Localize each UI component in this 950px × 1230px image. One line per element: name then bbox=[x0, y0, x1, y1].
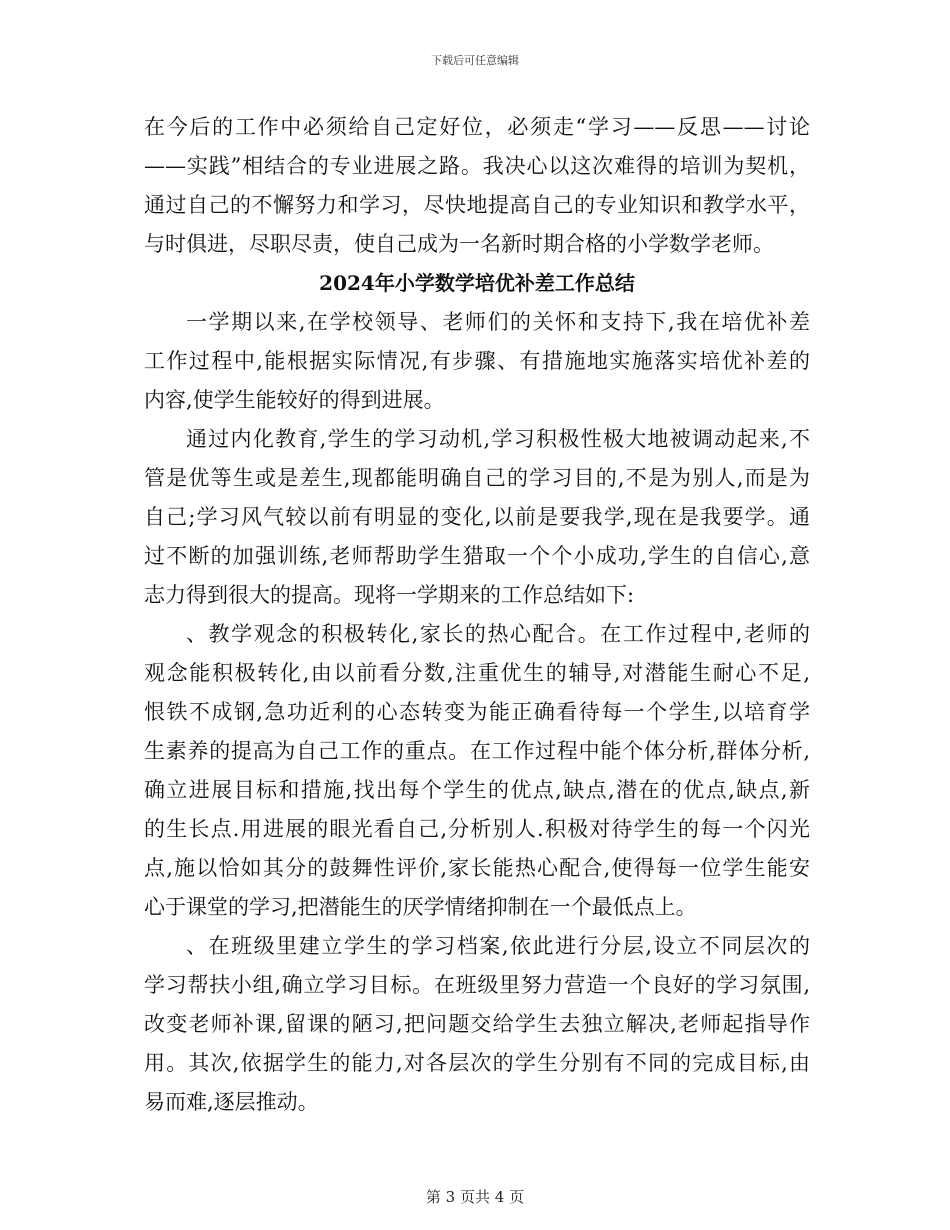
text-line: 、教学观念的积极转化,家长的热心配合。在工作过程中,老师的 bbox=[186, 622, 810, 646]
text-line: 工作过程中,能根据实际情况,有步骤、有措施地实施落实培优补差的 bbox=[144, 349, 810, 373]
text-line: 内容,使学生能较好的得到进展。 bbox=[144, 388, 445, 412]
text-line: 自己;学习风气较以前有明显的变化,以前是要我学,现在是我要学。通 bbox=[144, 505, 810, 529]
text-line: 过不断的加强训练,老师帮助学生猎取一个个小成功,学生的自信心,意 bbox=[144, 544, 810, 568]
text-line: 、在班级里建立学生的学习档案,依此进行分层,设立不同层次的 bbox=[186, 934, 810, 958]
text-line: 一学期以来,在学校领导、老师们的关怀和支持下,我在培优补差 bbox=[186, 310, 810, 334]
text-line: 志力得到很大的提高。现将一学期来的工作总结如下: bbox=[144, 583, 635, 607]
paragraph-2 bbox=[144, 420, 810, 615]
text-line: 管是优等生或是差生,现都能明确自己的学习目的,不是为别人,而是为 bbox=[144, 466, 810, 490]
text-line: 学习帮扶小组,确立学习目标。在班级里努力营造一个良好的学习氛围, bbox=[144, 973, 810, 997]
paragraph-3 bbox=[144, 615, 810, 927]
page-footer: 第 3 页共 4 页 bbox=[425, 1188, 525, 1206]
page-header: 下载后可任意编辑 bbox=[431, 54, 519, 67]
paragraph-4 bbox=[144, 927, 810, 1122]
text-line: 改变老师补课,留课的陋习,把问题交给学生去独立解决,老师起指导作 bbox=[144, 1012, 810, 1036]
text-line: 易而难,逐层推动。 bbox=[144, 1090, 319, 1114]
text-line: 点,施以恰如其分的鼓舞性评价,家长能热心配合,使得每一位学生能安 bbox=[144, 856, 810, 880]
text-line: 心于课堂的学习,把潜能生的厌学情绪抑制在一个最低点上。 bbox=[144, 895, 697, 919]
document-body bbox=[144, 108, 810, 1122]
text-line: ——实践”相结合的专业进展之路。我决心以这次难得的培训为契机， bbox=[144, 154, 810, 178]
text-line: 恨铁不成钢,急功近利的心态转变为能正确看待每一个学生,以培育学 bbox=[144, 700, 810, 724]
text-line: 在今后的工作中必须给自己定好位，必须走“学习——反思——讨论 bbox=[144, 115, 810, 139]
text-line: 与时俱进，尽职尽责，使自己成为一名新时期合格的小学数学老师。 bbox=[144, 232, 774, 256]
text-line: 通过内化教育,学生的学习动机,学习积极性极大地被调动起来,不 bbox=[186, 427, 810, 451]
text-line: 观念能积极转化,由以前看分数,注重优生的辅导,对潜能生耐心不足, bbox=[144, 661, 810, 685]
text-line: 的生长点.用进展的眼光看自己,分析别人.积极对待学生的每一个闪光 bbox=[144, 817, 810, 841]
paragraph-1 bbox=[144, 303, 810, 420]
intro-paragraph bbox=[144, 108, 810, 264]
text-line: 确立进展目标和措施,找出每个学生的优点,缺点,潜在的优点,缺点,新 bbox=[144, 778, 810, 802]
text-line: 生素养的提高为自己工作的重点。在工作过程中能个体分析,群体分析, bbox=[144, 739, 810, 763]
text-line: 用。其次,依据学生的能力,对各层次的学生分别有不同的完成目标,由 bbox=[144, 1051, 810, 1075]
text-line: 通过自己的不懈努力和学习，尽快地提高自己的专业知识和教学水平， bbox=[144, 193, 810, 217]
section-title: 2024年小学数学培优补差工作总结 bbox=[319, 271, 635, 295]
